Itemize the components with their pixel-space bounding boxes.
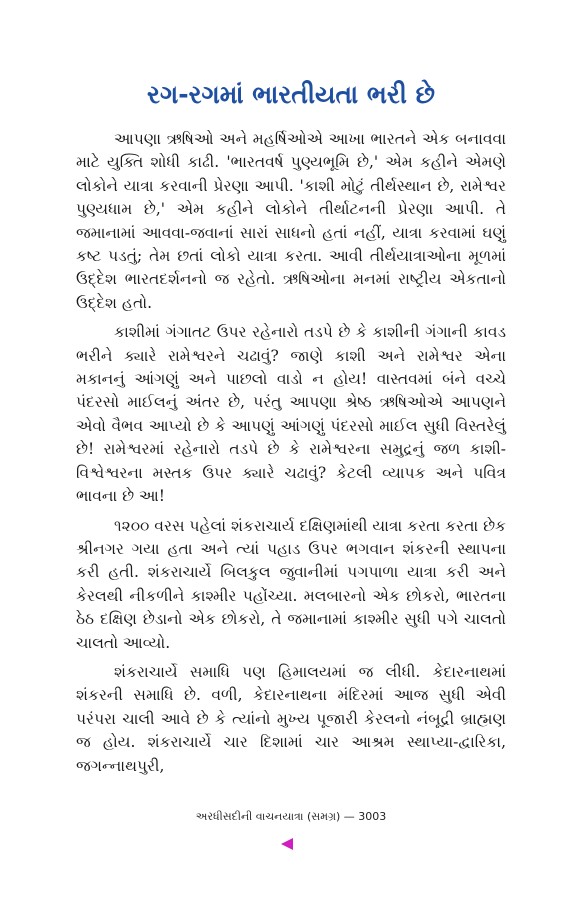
document-body (76, 128, 506, 784)
paragraph: શંકરાચાર્યે સમાધિ પણ હિમાલયમાં જ લીધી. કેદારનાથમાં શંકરની સમાધિ છે. વળી, કેદારનાથના મંદિરમાં આજ સુધી એવી પરંપરા ચાલી આવે છે કે ત્યાંનો મુખ્ય પૂજારી કેરલનો નંબૂદ્રી બ્રાહ્મણ જ હોય. શંકરાચાર્યે ચાર દિશામાં ચાર આશ્રમ સ્થાપ્યા-દ્વારિકા, જગન્નાથપુરી, (76, 662, 506, 775)
previous-page-arrow-icon[interactable] (281, 838, 293, 850)
paragraph: ૧૨૦૦ વરસ પહેલાં શંકરાચાર્ય દક્ષિણમાંથી યાત્રા કરતા કરતા છેક શ્રીનગર ગયા હતા અને ત્યાં પહાડ ઉપર ભગવાન શંકરની સ્થાપના કરી હતી. શંકરાચાર્યે બિલકુલ જુવાનીમાં પગપાળા યાત્રા કરી અને કેરલથી નીકળીને કાશ્મીર પહોંચ્યા. મલબારનો એક છોકરો, ભારતના ઠેઠ દક્ષિણ છેડાનો એક છોકરો, તે જમાનામાં કાશ્મીર સુધી પગે ચાલતો ચાલતો આવ્યો. (76, 516, 506, 652)
paragraph: આપણા ઋષિઓ અને મહર્ષિઓએ આખા ભારતને એક બનાવવા માટે યુક્તિ શોધી કાઢી. 'ભારતવર્ષ પુણ્યભૂમિ છે,' એમ કહીને એમણે લોકોને યાત્રા કરવાની પ્રેરણા આપી. 'કાશી મોટું તીર્થસ્થાન છે, રામેશ્વર પુણ્યધામ છે,' એમ કહીને લોકોને તીર્થાટનની પ્રેરણા આપી. તે જમાનામાં આવવા-જવાનાં સારાં સાધનો હતાં નહીં, યાત્રા કરવામાં ઘણું કષ્ટ પડતું; તેમ છતાં લોકો યાત્રા કરતા. આવી તીર્થયાત્રાઓના મૂળમાં ઉદ્દેશ ભારતદર્શનનો જ રહેતો. ઋષિઓના મનમાં રાષ્ટ્રીય એકતાનો ઉદ્દેશ હતો. (76, 130, 506, 312)
page-title: રગ-રગમાં ભારતીયતા ભરી છે (147, 80, 435, 109)
page-footer: અરધીસદીની વાચનયાત્રા (સમગ્ર) — 3003 (195, 810, 387, 823)
paragraph: કાશીમાં ગંગાતટ ઉપર રહેનારો તડપે છે કે કાશીની ગંગાની કાવડ ભરીને ક્યારે રામેશ્વરને ચઢાવું? જાણે કાશી અને રામેશ્વર એના મકાનનું આંગણું અને પાછલો વાડો ન હોય! વાસ્તવમાં બંને વચ્ચે પંદરસો માઈલનું અંતર છે, પરંતુ આપણા શ્રેષ્ઠ ઋષિઓએ આપણને એવો વૈભવ આપ્યો છે કે આપણું આંગણું પંદરસો માઈલ સુધી વિસ્તરેલું છે! રામેશ્વરમાં રહેનારો તડપે છે કે રામેશ્વરના સમુદ્રનું જળ કાશી-વિશ્વેશ્વરના મસ્તક ઉપર ક્યારે ચઢાવું? કેટલી વ્યાપક અને પવિત્ર ભાવના છે આ! (76, 323, 506, 506)
